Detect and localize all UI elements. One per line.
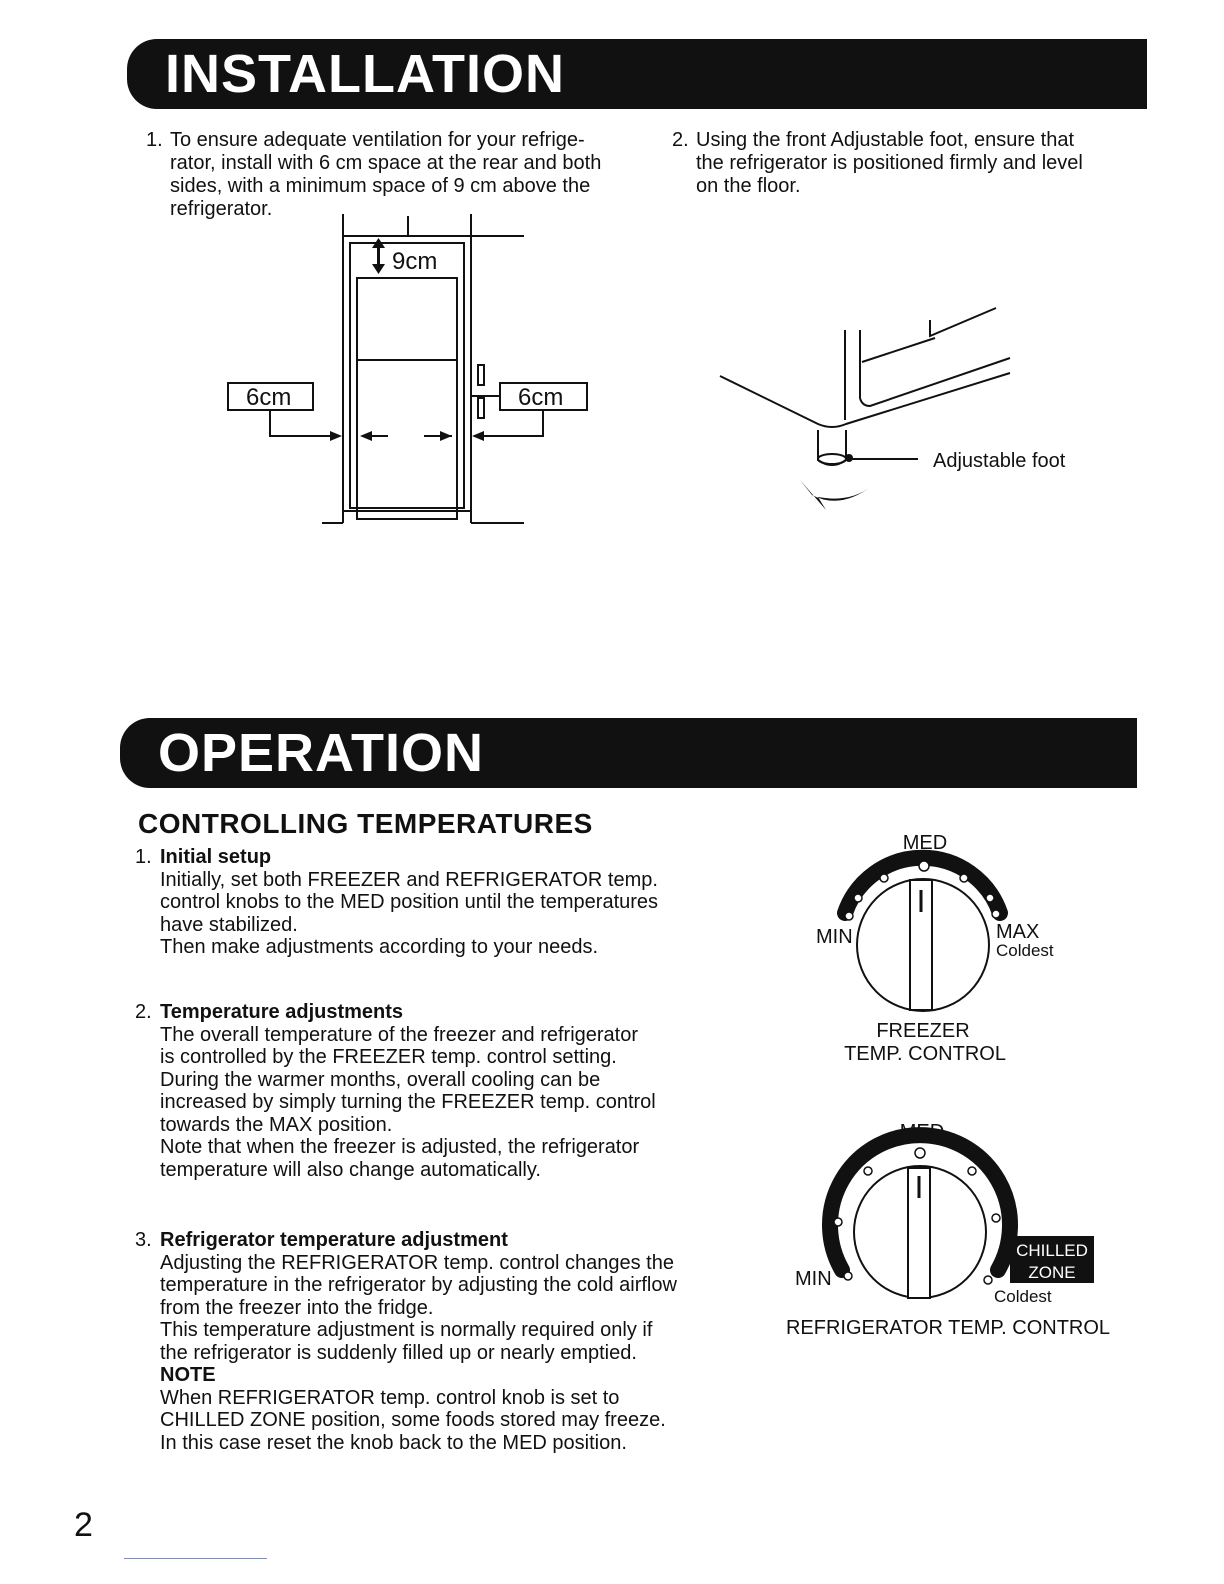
freezer-caption-line2: TEMP. CONTROL: [844, 1043, 1006, 1065]
item-line: the refrigerator is suddenly filled up or nearly emptied.: [160, 1341, 637, 1364]
left-gap-label: 6cm: [246, 384, 292, 411]
fridge-coldest-label: Coldest: [994, 1287, 1052, 1306]
step-line: refrigerator.: [170, 198, 273, 220]
adjustable-foot-label: Adjustable foot: [933, 450, 1066, 472]
item-line: Adjusting the REFRIGERATOR temp. control changes the: [160, 1251, 674, 1274]
item-line: Then make adjustments according to your needs.: [160, 936, 599, 958]
operation-banner: [120, 718, 1137, 788]
refrigerator-knob-diagram: [775, 1112, 1120, 1342]
item-line: The overall temperature of the freezer and refrigerator: [160, 1023, 639, 1046]
fridge-caption: REFRIGERATOR TEMP. CONTROL: [785, 1317, 1111, 1339]
freezer-min-label: MIN: [816, 926, 853, 948]
top-gap-label: 9cm: [392, 248, 438, 275]
step-line: on the floor.: [696, 175, 801, 197]
item-heading: Temperature adjustments: [160, 1001, 404, 1023]
note-line: In this case reset the knob back to the MED position.: [160, 1431, 627, 1454]
item-number: 3.: [135, 1229, 152, 1251]
step-line: Using the front Adjustable foot, ensure that: [696, 129, 1075, 151]
item-line: from the freezer into the fridge.: [160, 1296, 434, 1319]
freezer-med-label: MED: [902, 832, 948, 854]
step-line: rator, install with 6 cm space at the rear and both: [170, 152, 602, 174]
item-line: temperature in the refrigerator by adjusting the cold airflow: [160, 1274, 677, 1296]
adjustable-foot-diagram: [715, 290, 1095, 525]
item-line: During the warmer months, overall cooling can be: [160, 1068, 601, 1091]
freezer-coldest-label: Coldest: [996, 941, 1054, 960]
step-number: 1.: [146, 129, 163, 151]
rotate-arrow-icon: [800, 480, 872, 510]
freezer-knob-diagram: [800, 825, 1080, 1075]
item-heading: Refrigerator temperature adjustment: [160, 1229, 508, 1251]
installation-banner: [127, 39, 1147, 109]
fridge-min-label: MIN: [795, 1268, 832, 1290]
step-line: To ensure adequate ventilation for your refrige-: [170, 129, 585, 151]
clearance-diagram: [220, 214, 600, 534]
item-line: control knobs to the MED position until the temperatures: [160, 891, 659, 913]
chilled-zone-label-line1: CHILLED: [1016, 1241, 1088, 1260]
item-line: have stabilized.: [160, 913, 298, 936]
item-heading: Initial setup: [160, 846, 272, 868]
step-line: sides, with a minimum space of 9 cm above the: [170, 175, 591, 197]
note-line: When REFRIGERATOR temp. control knob is set to: [160, 1386, 620, 1409]
freezer-caption-line1: FREEZER: [876, 1020, 970, 1042]
fridge-med-label: MED: [899, 1121, 945, 1143]
item-line: is controlled by the FREEZER temp. control setting.: [160, 1046, 617, 1068]
right-gap-label: 6cm: [518, 384, 564, 411]
installation-title: INSTALLATION: [165, 44, 565, 104]
step-line: the refrigerator is positioned firmly and level: [696, 152, 1083, 174]
step-number: 2.: [672, 129, 689, 151]
item-number: 1.: [135, 846, 152, 868]
item-line: temperature will also change automatically.: [160, 1158, 541, 1181]
section-title: CONTROLLING TEMPERATURES: [138, 808, 593, 839]
item-line: This temperature adjustment is normally required only if: [160, 1319, 653, 1341]
freezer-max-label: MAX: [996, 921, 1040, 943]
footer-rule: [124, 1558, 267, 1559]
item-number: 2.: [135, 1001, 152, 1023]
note-heading: NOTE: [160, 1364, 216, 1386]
operation-title: OPERATION: [158, 723, 485, 783]
item-line: towards the MAX position.: [160, 1113, 393, 1136]
note-line: CHILLED ZONE position, some foods stored may freeze.: [160, 1409, 666, 1431]
item-line: increased by simply turning the FREEZER temp. control: [160, 1091, 656, 1113]
item-line: Initially, set both FREEZER and REFRIGERATOR temp.: [160, 868, 658, 891]
item-line: Note that when the freezer is adjusted, the refrigerator: [160, 1136, 640, 1158]
page-number: 2: [74, 1506, 93, 1544]
chilled-zone-label-line2: ZONE: [1028, 1263, 1076, 1282]
